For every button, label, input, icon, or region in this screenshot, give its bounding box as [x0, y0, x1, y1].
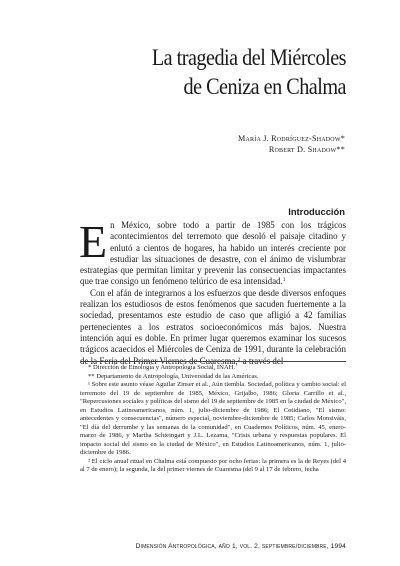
- paragraph-1-text: n México, sobre todo a partir de 1985 con los trágicos acontecimientos del terremoto que desoló el paisaje citadino y enlutó a cientos de hogares, ha habido un interés creciente por estudiar las situaciones de desastre, con el ánimo de vislumbrar estrategias que permitan limitar y prevenir las consecuencias impactantes que trae consigo un fenómeno telúrico de esa intensidad.: [80, 220, 346, 287]
- author-list: [238, 133, 345, 155]
- footnote-affiliation-2: ** Departamento de Antropología, Universidad de las Américas.: [88, 372, 259, 380]
- article-body: [79, 216, 346, 367]
- page-footer: Dimensión Antropológica, año 1, vol. 2, septiembre/diciembre, 1994: [135, 543, 346, 550]
- title-line-2: de Ceniza en Chalma: [183, 74, 346, 100]
- author-1: María J. Rodríguez-Shadow*: [238, 134, 345, 143]
- section-heading: Introducción: [288, 206, 345, 217]
- author-2: Robert D. Shadow**: [268, 145, 345, 154]
- paragraph-1: [79, 216, 346, 288]
- footnote-ref-2[interactable]: 2: [237, 356, 241, 363]
- footnote-divider: [80, 361, 346, 362]
- paragraph-2-text-end: a través del: [240, 355, 284, 366]
- footnotes: [80, 364, 346, 475]
- title-line-1: La tragedia del Miércoles: [151, 45, 346, 71]
- drop-cap: E: [79, 216, 108, 267]
- paragraph-2: [80, 288, 346, 367]
- footnote-2: ² El ciclo anual ritual en Chalma está compuesto por ocho ferias: la primera es la de Reyes (del 4 al 7 de enero); la segunda, la del primer viernes de Cuaresma (del 9 al 17 de febrero, fecha: [80, 457, 346, 473]
- footnote-ref-1[interactable]: 1: [282, 277, 286, 284]
- footnote-1: ¹ Sobre este asunto véase Aguilar Zinser et al., Aún tiembla. Sociedad, política y cambio social: el terremoto del 19 de septiembre de 1985, México, Grijalbo, 1986; Gloria Carrillo et al., "Repercusiones sociales y políticas del sismo del 19 de septiembre de 1985 en la ciudad de México", en Estudios Latinoamericanos, núm. 1, julio-diciembre de 1986; El Cotidiano, "El sismo: antecedentes y consecuencias", número especial, noviembre-diciembre de 1985; Carlos Monsiváis, "El día del derrumbe y las semanas de la comunidad", en Cuadernos Políticos, núm. 45, enero-marzo de 1986, y Martha Schteingart y J.L. Lezama, "Crisis urbana y respuestas populares. El impacto social del sismo en la ciudad de México", en Estudios Latinoamericanos, núm. 1, julio-diciembre de 1986.: [80, 381, 346, 456]
- footnote-affiliation-1: * Dirección de Etnología y Antropología Social, INAH.: [88, 364, 236, 371]
- paragraph-2-text: Con el afán de integrarnos a los esfuerzos que desde diversos enfoques realizan los estudiosos de estos fenómenos que sacuden fuertemente a la sociedad, presentamos este estudio de caso que afligió a 42 familias pertenecientes a los estratos socioeconómicos más bajos. Nuestra intención aquí es doble. En primer lugar queremos examinar los sucesos trágicos acaecidos el Miércoles de Ceniza de 1991, durante la celebración de la Feria del Primer Viernes de Cuaresma,: [80, 287, 346, 366]
- article-title: [122, 44, 346, 102]
